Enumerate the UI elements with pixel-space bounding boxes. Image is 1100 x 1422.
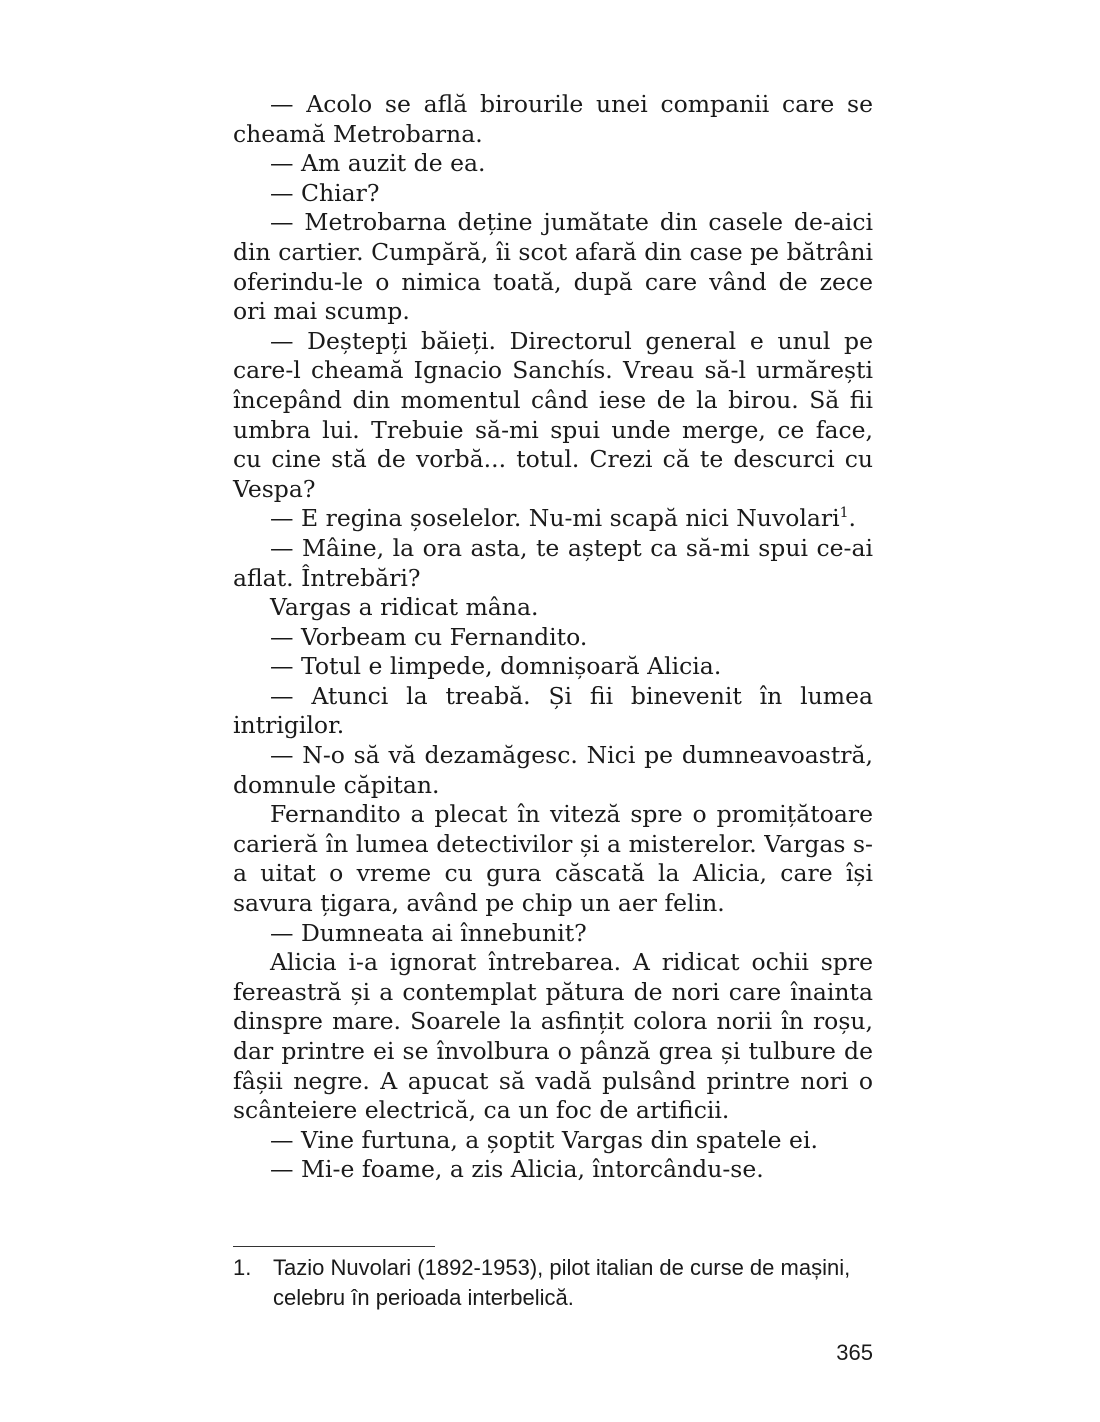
paragraph: — Deștepți băieți. Directorul general e unul pe care-l cheamă Ignacio Sanchís. Vreau să-l urmărești începând din momentul când iese de la birou. Să fii umbra lui. Trebuie să-mi spui unde merge, ce face, cu cine stă de vorbă... totul. Crezi că te descurci cu Vespa?: [233, 326, 873, 503]
footnote: [233, 1253, 873, 1312]
paragraph: — Am auzit de ea.: [270, 149, 486, 178]
footnote-marker[interactable]: 1: [839, 505, 849, 522]
paragraph-with-footnote-ref: [233, 504, 873, 534]
paragraph: Alicia i-a ignorat întrebarea. A ridicat ochii spre fereastră și a contemplat pătura de nori care înainta dinspre mare. Soarele la asfințit colora norii în roșu, dar printre ei se învolbura o pânză grea și tulbure de fâșii negre. A apucat să vadă pulsând printre nori o scânteiere electrică, ca un foc de artificii.: [233, 948, 873, 1125]
page-number: 365: [836, 1340, 873, 1365]
paragraph: — Metrobarna deține jumătate din casele de-aici din cartier. Cumpără, îi scot afară din case pe bătrâni oferindu-le o nimica toată, după care vând de zece ori mai scump.: [233, 208, 873, 326]
footnote-number: 1.: [233, 1255, 252, 1280]
paragraph: — Atunci la treabă. Și fii binevenit în lumea intrigilor.: [233, 681, 873, 740]
paragraph-trailing-punctuation: .: [848, 504, 857, 533]
paragraph: — Totul e limpede, domnișoară Alicia.: [270, 652, 722, 681]
paragraph: — Chiar?: [270, 178, 380, 207]
paragraph-text: — E regina șoselelor. Nu-mi scapă nici Nuvolari: [270, 504, 840, 533]
footnote-divider: [233, 1246, 435, 1247]
paragraph: Fernandito a plecat în viteză spre o promițătoare carieră în lumea detectivilor și a misterelor. Vargas s-a uitat o vreme cu gura căscată la Alicia, care își savura țigara, având pe chip un aer felin.: [233, 800, 873, 918]
paragraph: — Dumneata ai înnebunit?: [270, 918, 587, 947]
footnote-text: Tazio Nuvolari (1892-1953), pilot italian de curse de mașini, celebru în perioada interbelică.: [273, 1255, 851, 1310]
paragraph: — Mi-e foame, a zis Alicia, întorcându-se.: [270, 1155, 764, 1184]
paragraph: — Mâine, la ora asta, te aștept ca să-mi spui ce-ai aflat. Întrebări?: [233, 533, 873, 592]
main-text: [233, 90, 873, 1185]
page-body: [233, 90, 873, 1185]
paragraph: — Acolo se află birourile unei companii care se cheamă Metrobarna.: [233, 90, 873, 148]
paragraph: — Vorbeam cu Fernandito.: [270, 622, 588, 651]
paragraph: — Vine furtuna, a șoptit Vargas din spatele ei.: [270, 1125, 818, 1154]
paragraph: — N-o să vă dezamăgesc. Nici pe dumneavoastră, domnule căpitan.: [233, 741, 873, 799]
paragraph: Vargas a ridicat mâna.: [270, 593, 539, 622]
